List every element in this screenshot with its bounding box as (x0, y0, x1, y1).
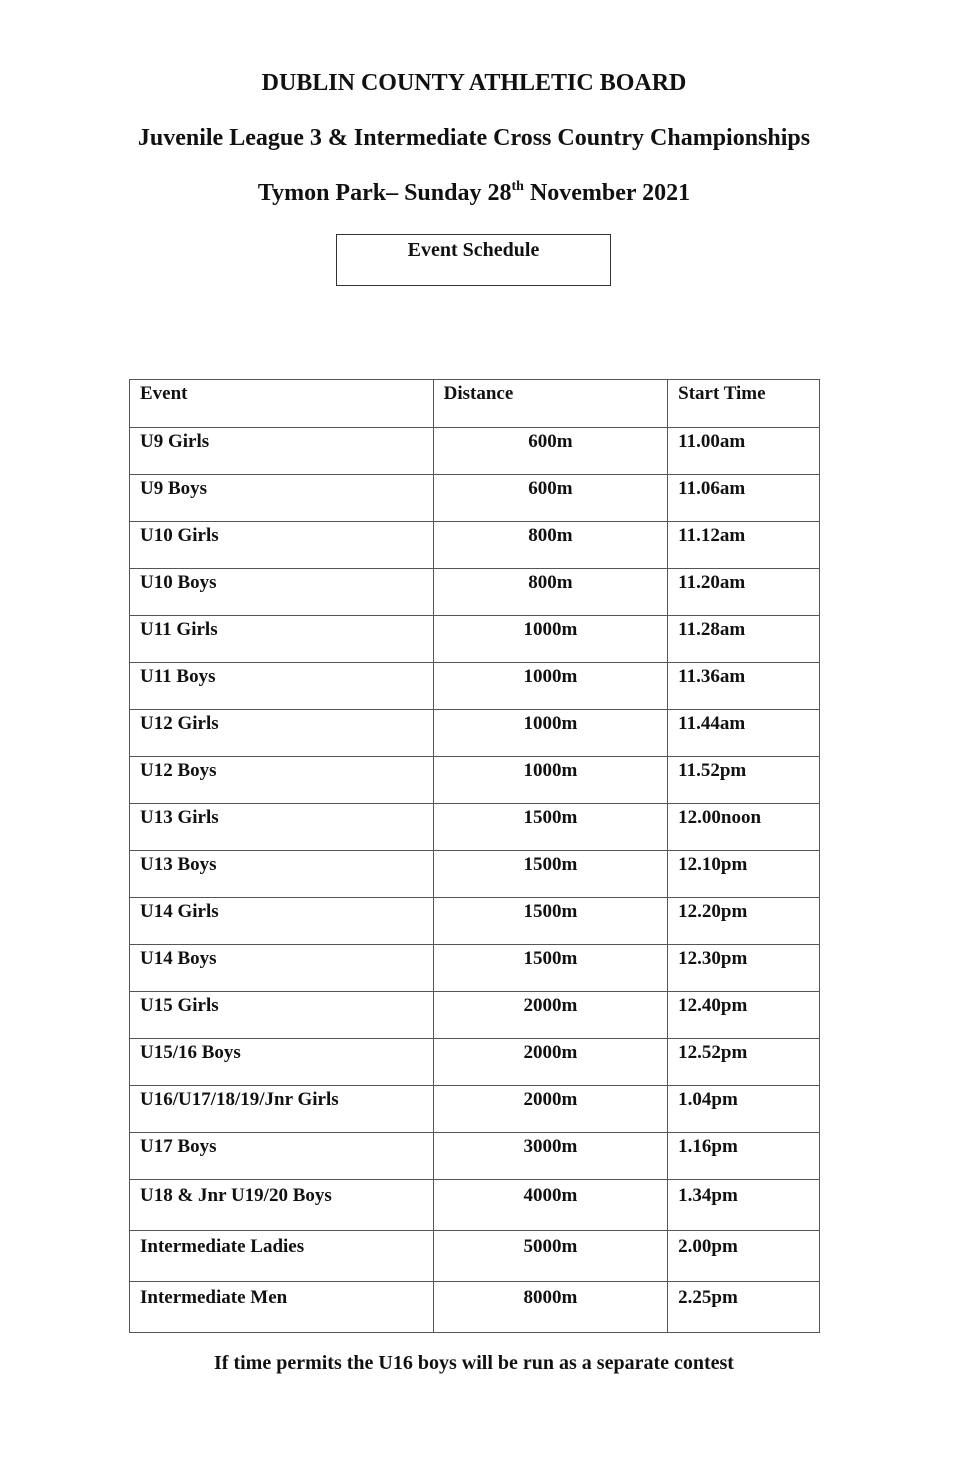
venue-date-line (0, 180, 948, 207)
event-cell: Intermediate Ladies (130, 1231, 434, 1282)
table-row (130, 1039, 820, 1086)
event-cell: U9 Boys (130, 475, 434, 522)
table-row (130, 663, 820, 710)
schedule-table (129, 379, 820, 1333)
distance-cell: 1500m (433, 945, 668, 992)
table-row (130, 1086, 820, 1133)
distance-cell: 2000m (433, 1039, 668, 1086)
event-cell: U13 Girls (130, 804, 434, 851)
distance-cell: 1000m (433, 663, 668, 710)
event-cell: U14 Girls (130, 898, 434, 945)
start-time-cell: 11.00am (668, 428, 820, 475)
table-row (130, 757, 820, 804)
distance-cell: 1500m (433, 804, 668, 851)
distance-cell: 8000m (433, 1282, 668, 1333)
venue-date-suffix: November 2021 (523, 180, 691, 206)
distance-cell: 1000m (433, 616, 668, 663)
start-time-cell: 1.04pm (668, 1086, 820, 1133)
table-row (130, 804, 820, 851)
start-time-cell: 2.00pm (668, 1231, 820, 1282)
table-row (130, 898, 820, 945)
column-header-start-time: Start Time (668, 380, 820, 428)
event-cell: U15 Girls (130, 992, 434, 1039)
start-time-cell: 12.10pm (668, 851, 820, 898)
table-row (130, 616, 820, 663)
event-cell: U11 Boys (130, 663, 434, 710)
distance-cell: 5000m (433, 1231, 668, 1282)
table-header-row (130, 380, 820, 428)
table-row (130, 522, 820, 569)
distance-cell: 2000m (433, 992, 668, 1039)
distance-cell: 600m (433, 475, 668, 522)
column-header-event: Event (130, 380, 434, 428)
table-row (130, 569, 820, 616)
distance-cell: 1000m (433, 710, 668, 757)
distance-cell: 600m (433, 428, 668, 475)
table-row (130, 851, 820, 898)
start-time-cell: 1.16pm (668, 1133, 820, 1180)
championship-title: Juvenile League 3 & Intermediate Cross Country Championships (137, 125, 811, 151)
board-title: DUBLIN COUNTY ATHLETIC BOARD (261, 70, 687, 96)
event-schedule-box (336, 234, 611, 286)
distance-cell: 3000m (433, 1133, 668, 1180)
start-time-cell: 12.52pm (668, 1039, 820, 1086)
event-cell: U15/16 Boys (130, 1039, 434, 1086)
start-time-cell: 11.20am (668, 569, 820, 616)
table-row (130, 1133, 820, 1180)
distance-cell: 1000m (433, 757, 668, 804)
distance-cell: 4000m (433, 1180, 668, 1231)
table-row (130, 992, 820, 1039)
event-cell: U18 & Jnr U19/20 Boys (130, 1180, 434, 1231)
start-time-cell: 12.40pm (668, 992, 820, 1039)
event-cell: U10 Boys (130, 569, 434, 616)
event-cell: Intermediate Men (130, 1282, 434, 1333)
date-ordinal-suffix: th (511, 179, 524, 194)
event-cell: U10 Girls (130, 522, 434, 569)
event-cell: U14 Boys (130, 945, 434, 992)
table-row (130, 475, 820, 522)
start-time-cell: 11.12am (668, 522, 820, 569)
event-cell: U13 Boys (130, 851, 434, 898)
start-time-cell: 11.44am (668, 710, 820, 757)
distance-cell: 1500m (433, 851, 668, 898)
start-time-cell: 12.30pm (668, 945, 820, 992)
table-row (130, 1231, 820, 1282)
distance-cell: 2000m (433, 1086, 668, 1133)
event-schedule-label: Event Schedule (407, 239, 540, 261)
event-cell: U12 Girls (130, 710, 434, 757)
distance-cell: 1500m (433, 898, 668, 945)
start-time-cell: 12.20pm (668, 898, 820, 945)
event-cell: U16/U17/18/19/Jnr Girls (130, 1086, 434, 1133)
start-time-cell: 2.25pm (668, 1282, 820, 1333)
column-header-distance: Distance (433, 380, 668, 428)
event-cell: U17 Boys (130, 1133, 434, 1180)
table-row (130, 945, 820, 992)
footnote: If time permits the U16 boys will be run as a separate contest (214, 1352, 734, 1374)
start-time-cell: 11.36am (668, 663, 820, 710)
start-time-cell: 11.52pm (668, 757, 820, 804)
event-cell: U12 Boys (130, 757, 434, 804)
start-time-cell: 12.00noon (668, 804, 820, 851)
start-time-cell: 11.06am (668, 475, 820, 522)
table-row (130, 428, 820, 475)
start-time-cell: 1.34pm (668, 1180, 820, 1231)
distance-cell: 800m (433, 522, 668, 569)
table-row (130, 710, 820, 757)
venue-date-prefix: Tymon Park– Sunday 28 (257, 180, 512, 206)
event-cell: U9 Girls (130, 428, 434, 475)
event-cell: U11 Girls (130, 616, 434, 663)
table-row (130, 1180, 820, 1231)
table-row (130, 1282, 820, 1333)
distance-cell: 800m (433, 569, 668, 616)
start-time-cell: 11.28am (668, 616, 820, 663)
